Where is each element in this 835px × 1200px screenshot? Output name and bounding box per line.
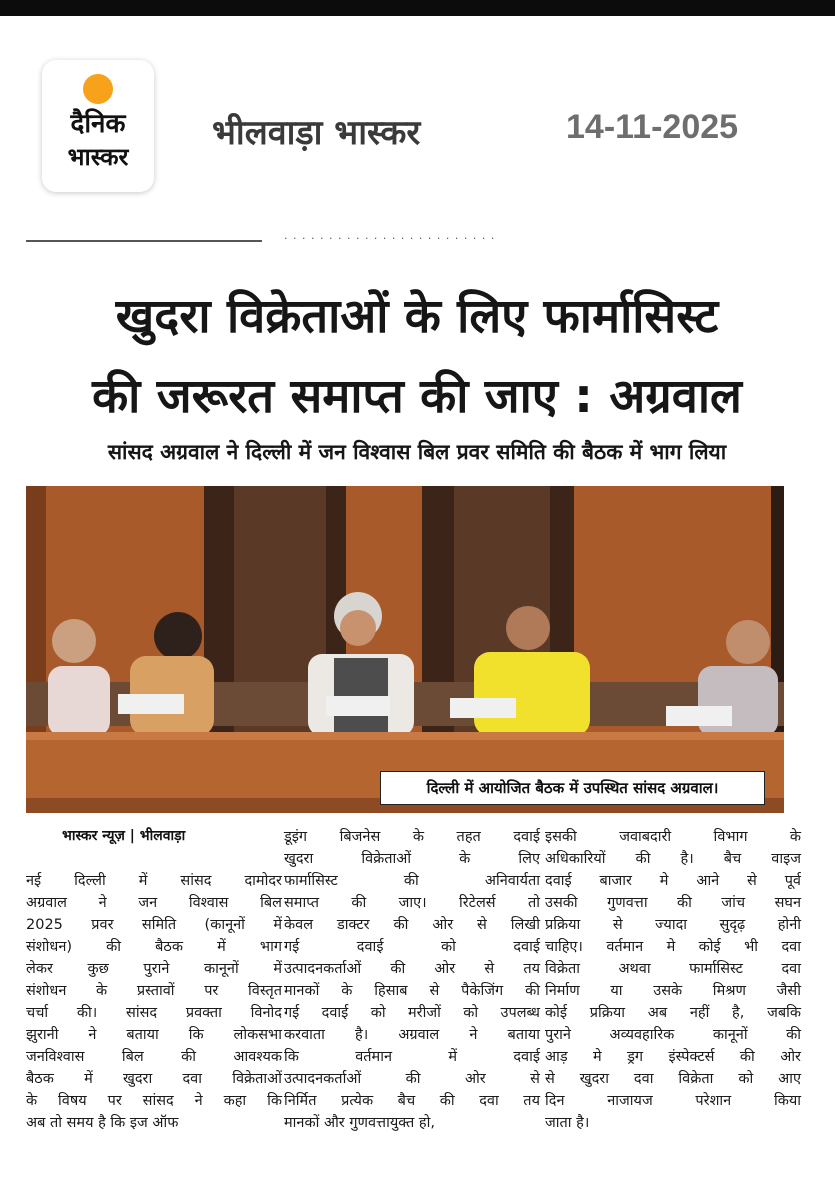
article-line: निर्माण या उसके मिश्रण जैसी xyxy=(545,983,801,999)
article-line: से खुदरा दवा विक्रेता को आए xyxy=(545,1071,801,1087)
article-line: चाहिए। वर्तमान मे कोई भी दवा xyxy=(545,939,801,955)
clipped-previous-line: · · · · · · · · · · · · · · · · · · · · · · · · xyxy=(284,232,496,245)
article-line: नई दिल्ली में सांसद दामोदर xyxy=(26,873,282,889)
article-column-1 xyxy=(26,870,282,1134)
article-line: अग्रवाल ने जन विश्वास बिल xyxy=(26,895,282,911)
article-line: निर्मित प्रत्येक बैच की दवा तय xyxy=(284,1093,540,1109)
divider-rule xyxy=(26,240,262,242)
article-line: मानकों के हिसाब से पैकेजिंग की xyxy=(284,983,540,999)
article-line: आड़ मे ड्रग इंस्पेक्टर्स की ओर xyxy=(545,1049,801,1065)
article-line: उत्पादनकर्ताओं की ओर से xyxy=(284,1071,540,1087)
article-line: दवाई बाजार मे आने से पूर्व xyxy=(545,873,801,889)
byline: भास्कर न्यूज़ | भीलवाड़ा xyxy=(62,828,186,844)
article-line: समाप्त की जाए। रिटेलर्स तो xyxy=(284,895,540,911)
article-line: के विषय पर सांसद ने कहा कि xyxy=(26,1093,282,1109)
article-line: दिन नाजायज परेशान किया xyxy=(545,1093,801,1109)
article-line: अब तो समय है कि इज ऑफ xyxy=(26,1115,179,1131)
article-line: बैठक में खुदरा दवा विक्रेताओं xyxy=(26,1071,282,1087)
article-line: झुरानी ने बताया कि लोकसभा xyxy=(26,1027,282,1043)
article-line: करवाता है। अग्रवाल ने बताया xyxy=(284,1027,540,1043)
article-line: संशोधन के प्रस्तावों पर विस्तृत xyxy=(26,983,282,999)
article-line: 2025 प्रवर समिति (कानूनों में xyxy=(26,917,282,933)
meeting-photo-illustration xyxy=(26,486,784,813)
meeting-photo xyxy=(26,486,784,813)
article-line: खुदरा विक्रेताओं के लिए xyxy=(284,851,540,867)
logo-line-1: दैनिक xyxy=(70,109,126,139)
article-line: विक्रेता अथवा फार्मासिस्ट दवा xyxy=(545,961,801,977)
photo-caption: दिल्ली में आयोजित बैठक में उपस्थित सांसद अग्रवाल। xyxy=(380,771,765,805)
subheadline: सांसद अग्रवाल ने दिल्ली में जन विश्वास बिल प्रवर समिति की बैठक में भाग लिया xyxy=(107,440,727,464)
article-line: प्रक्रिया से ज्यादा सुदृढ़ होनी xyxy=(545,917,801,933)
article-line: उसकी गुणवत्ता की जांच सघन xyxy=(545,895,801,911)
headline-line-2: की जरूरत समाप्त की जाए : अग्रवाल xyxy=(92,369,742,424)
article-line: गई दवाई को मरीजों को उपलब्ध xyxy=(284,1005,540,1021)
article-line: डूइंग बिजनेस के तहत दवाई xyxy=(284,829,540,845)
edition-date: 14-11-2025 xyxy=(566,108,739,146)
newspaper-logo xyxy=(42,60,154,192)
article-line: जाता है। xyxy=(545,1115,590,1131)
article-line: संशोधन) की बैठक में भाग xyxy=(26,939,282,955)
article-column-3 xyxy=(545,826,801,1134)
article-line: जनविश्वास बिल की आवश्यक xyxy=(26,1049,282,1065)
article-line: कि वर्तमान में दवाई xyxy=(284,1049,540,1065)
logo-line-2: भास्कर xyxy=(67,143,129,171)
status-bar xyxy=(0,0,835,16)
article-line: लेकर कुछ पुराने कानूनों में xyxy=(26,961,282,977)
sun-icon xyxy=(83,74,113,104)
article-line: फार्मासिस्ट की अनिवार्यता xyxy=(284,873,540,889)
article-line: इसकी जवाबदारी विभाग के xyxy=(545,829,801,845)
article-line: उत्पादनकर्ताओं की ओर से तय xyxy=(284,961,540,977)
headline-line-1: खुदरा विक्रेताओं के लिए फार्मासिस्ट xyxy=(115,289,719,344)
edition-name: भीलवाड़ा भास्कर xyxy=(212,113,421,153)
article-line: गई दवाई को दवाई xyxy=(284,939,540,955)
article-line: चर्चा की। सांसद प्रवक्ता विनोद xyxy=(26,1005,282,1021)
article-line: पुराने अव्यवहारिक कानूनों की xyxy=(545,1027,801,1043)
article-column-2 xyxy=(284,826,540,1134)
article-line: कोई प्रक्रिया अब नहीं है, जबकि xyxy=(545,1005,801,1021)
article-line: अधिकारियों की है। बैच वाइज xyxy=(545,851,801,867)
article-line: मानकों और गुणवत्तायुक्त हो, xyxy=(284,1115,435,1131)
article-line: केवल डाक्टर की ओर से लिखी xyxy=(284,917,540,933)
